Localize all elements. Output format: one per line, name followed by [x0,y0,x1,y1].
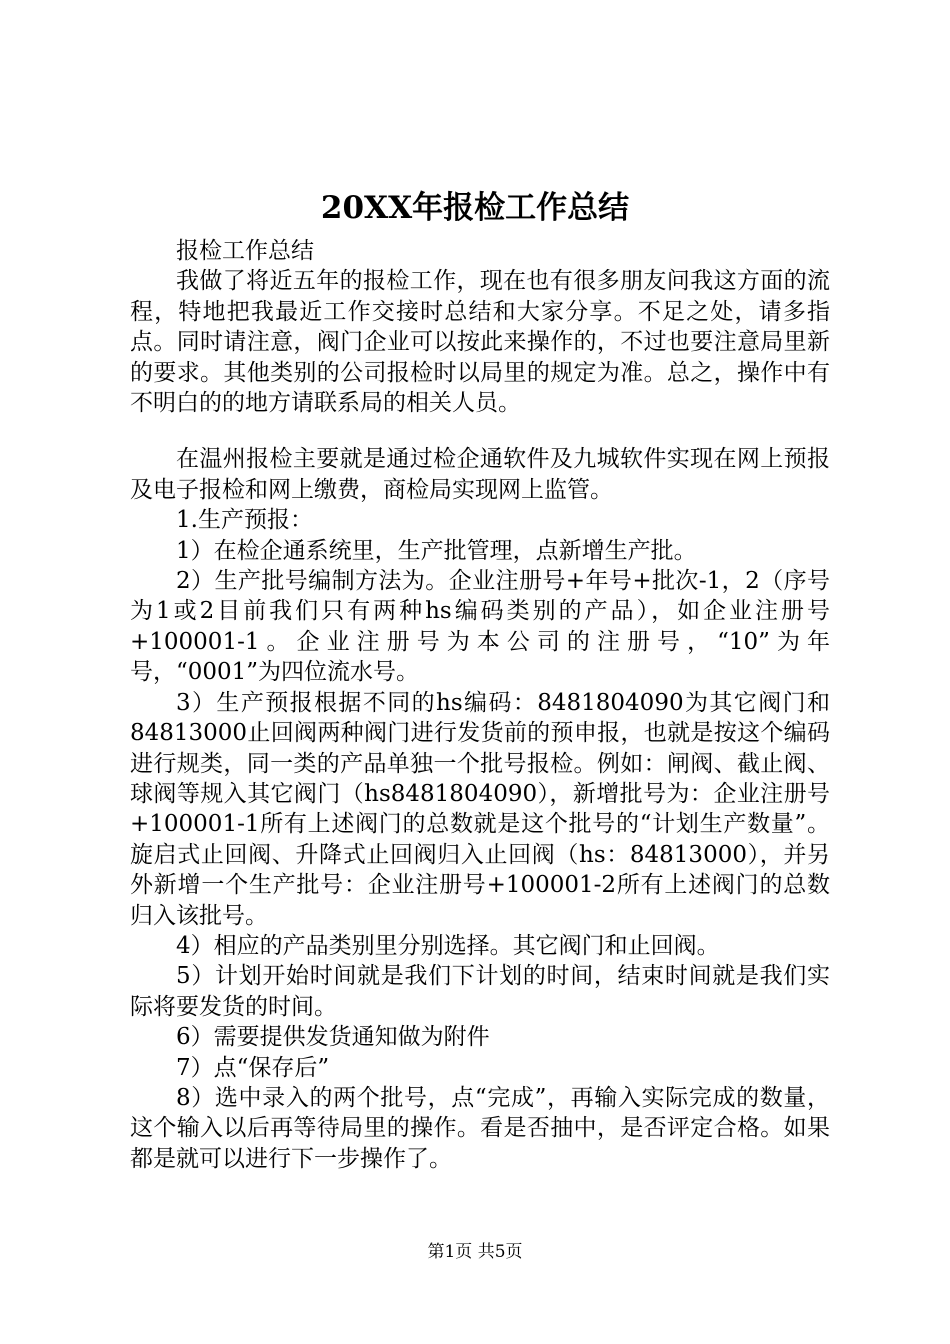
paragraph-intro: 我做了将近五年的报检工作，现在也有很多朋友问我这方面的流程，特地把我最近工作交接时总结和大家分享。不足之处，请多指点。同时请注意，阀门企业可以按此来操作的，不过也要注意局里新的要求。其他类别的公司报检时以局里的规定为准。总之，操作中有不明白的的地方请联系局的相关人员。 [130,268,830,417]
paragraph-step-4: 4）相应的产品类别里分别选择。其它阀门和止回阀。 [176,932,720,959]
paragraph-overview: 在温州报检主要就是通过检企通软件及九城软件实现在网上预报及电子报检和网上缴费，商检局实现网上监管。 [130,446,830,503]
paragraph-section-production: 1.生产预报： [176,507,313,534]
paragraph-step-3: 3）生产预报根据不同的hs编码：8481804090为其它阀门和84813000止回阀两种阀门进行发货前的预申报，也就是按这个编码进行规类，同一类的产品单独一个批号报检。例如：闸阀、截止阀、球阀等规入其它阀门（hs8481804090），新增批号为：企业注册号+100001-1所有上述阀门的总数就是这个批号的“计划生产数量”。旋启式止回阀、升降式止回阀归入止回阀（hs：84813000），并另外新增一个生产批号：企业注册号+100001-2所有上述阀门的总数归入该批号。 [130,689,830,929]
document-title: 20XX年报检工作总结 [320,190,630,226]
paragraph-step-2: 2）生产批号编制方法为。企业注册号+年号+批次-1，2（序号为1或2目前我们只有两种hs编码类别的产品），如企业注册号+100001-1。企业注册号为本公司的注册号，“10”为年号，“0001”为四位流水号。 [130,568,830,686]
paragraph-step-8: 8）选中录入的两个批号，点“完成”，再输入实际完成的数量，这个输入以后再等待局里的操作。看是否抽中，是否评定合格。如果都是就可以进行下一步操作了。 [130,1084,830,1172]
paragraph-step-5: 5）计划开始时间就是我们下计划的时间，结束时间就是我们实际将要发货的时间。 [130,963,830,1020]
paragraph-heading: 报检工作总结 [176,238,314,264]
paragraph-step-7: 7）点“保存后” [176,1054,330,1081]
paragraph-step-6: 6）需要提供发货通知做为附件 [176,1024,490,1051]
paragraph-step-1: 1）在检企通系统里，生产批管理，点新增生产批。 [176,537,697,564]
page-footer: 第1页 共5页 [427,1242,523,1262]
document-body [130,236,830,1174]
